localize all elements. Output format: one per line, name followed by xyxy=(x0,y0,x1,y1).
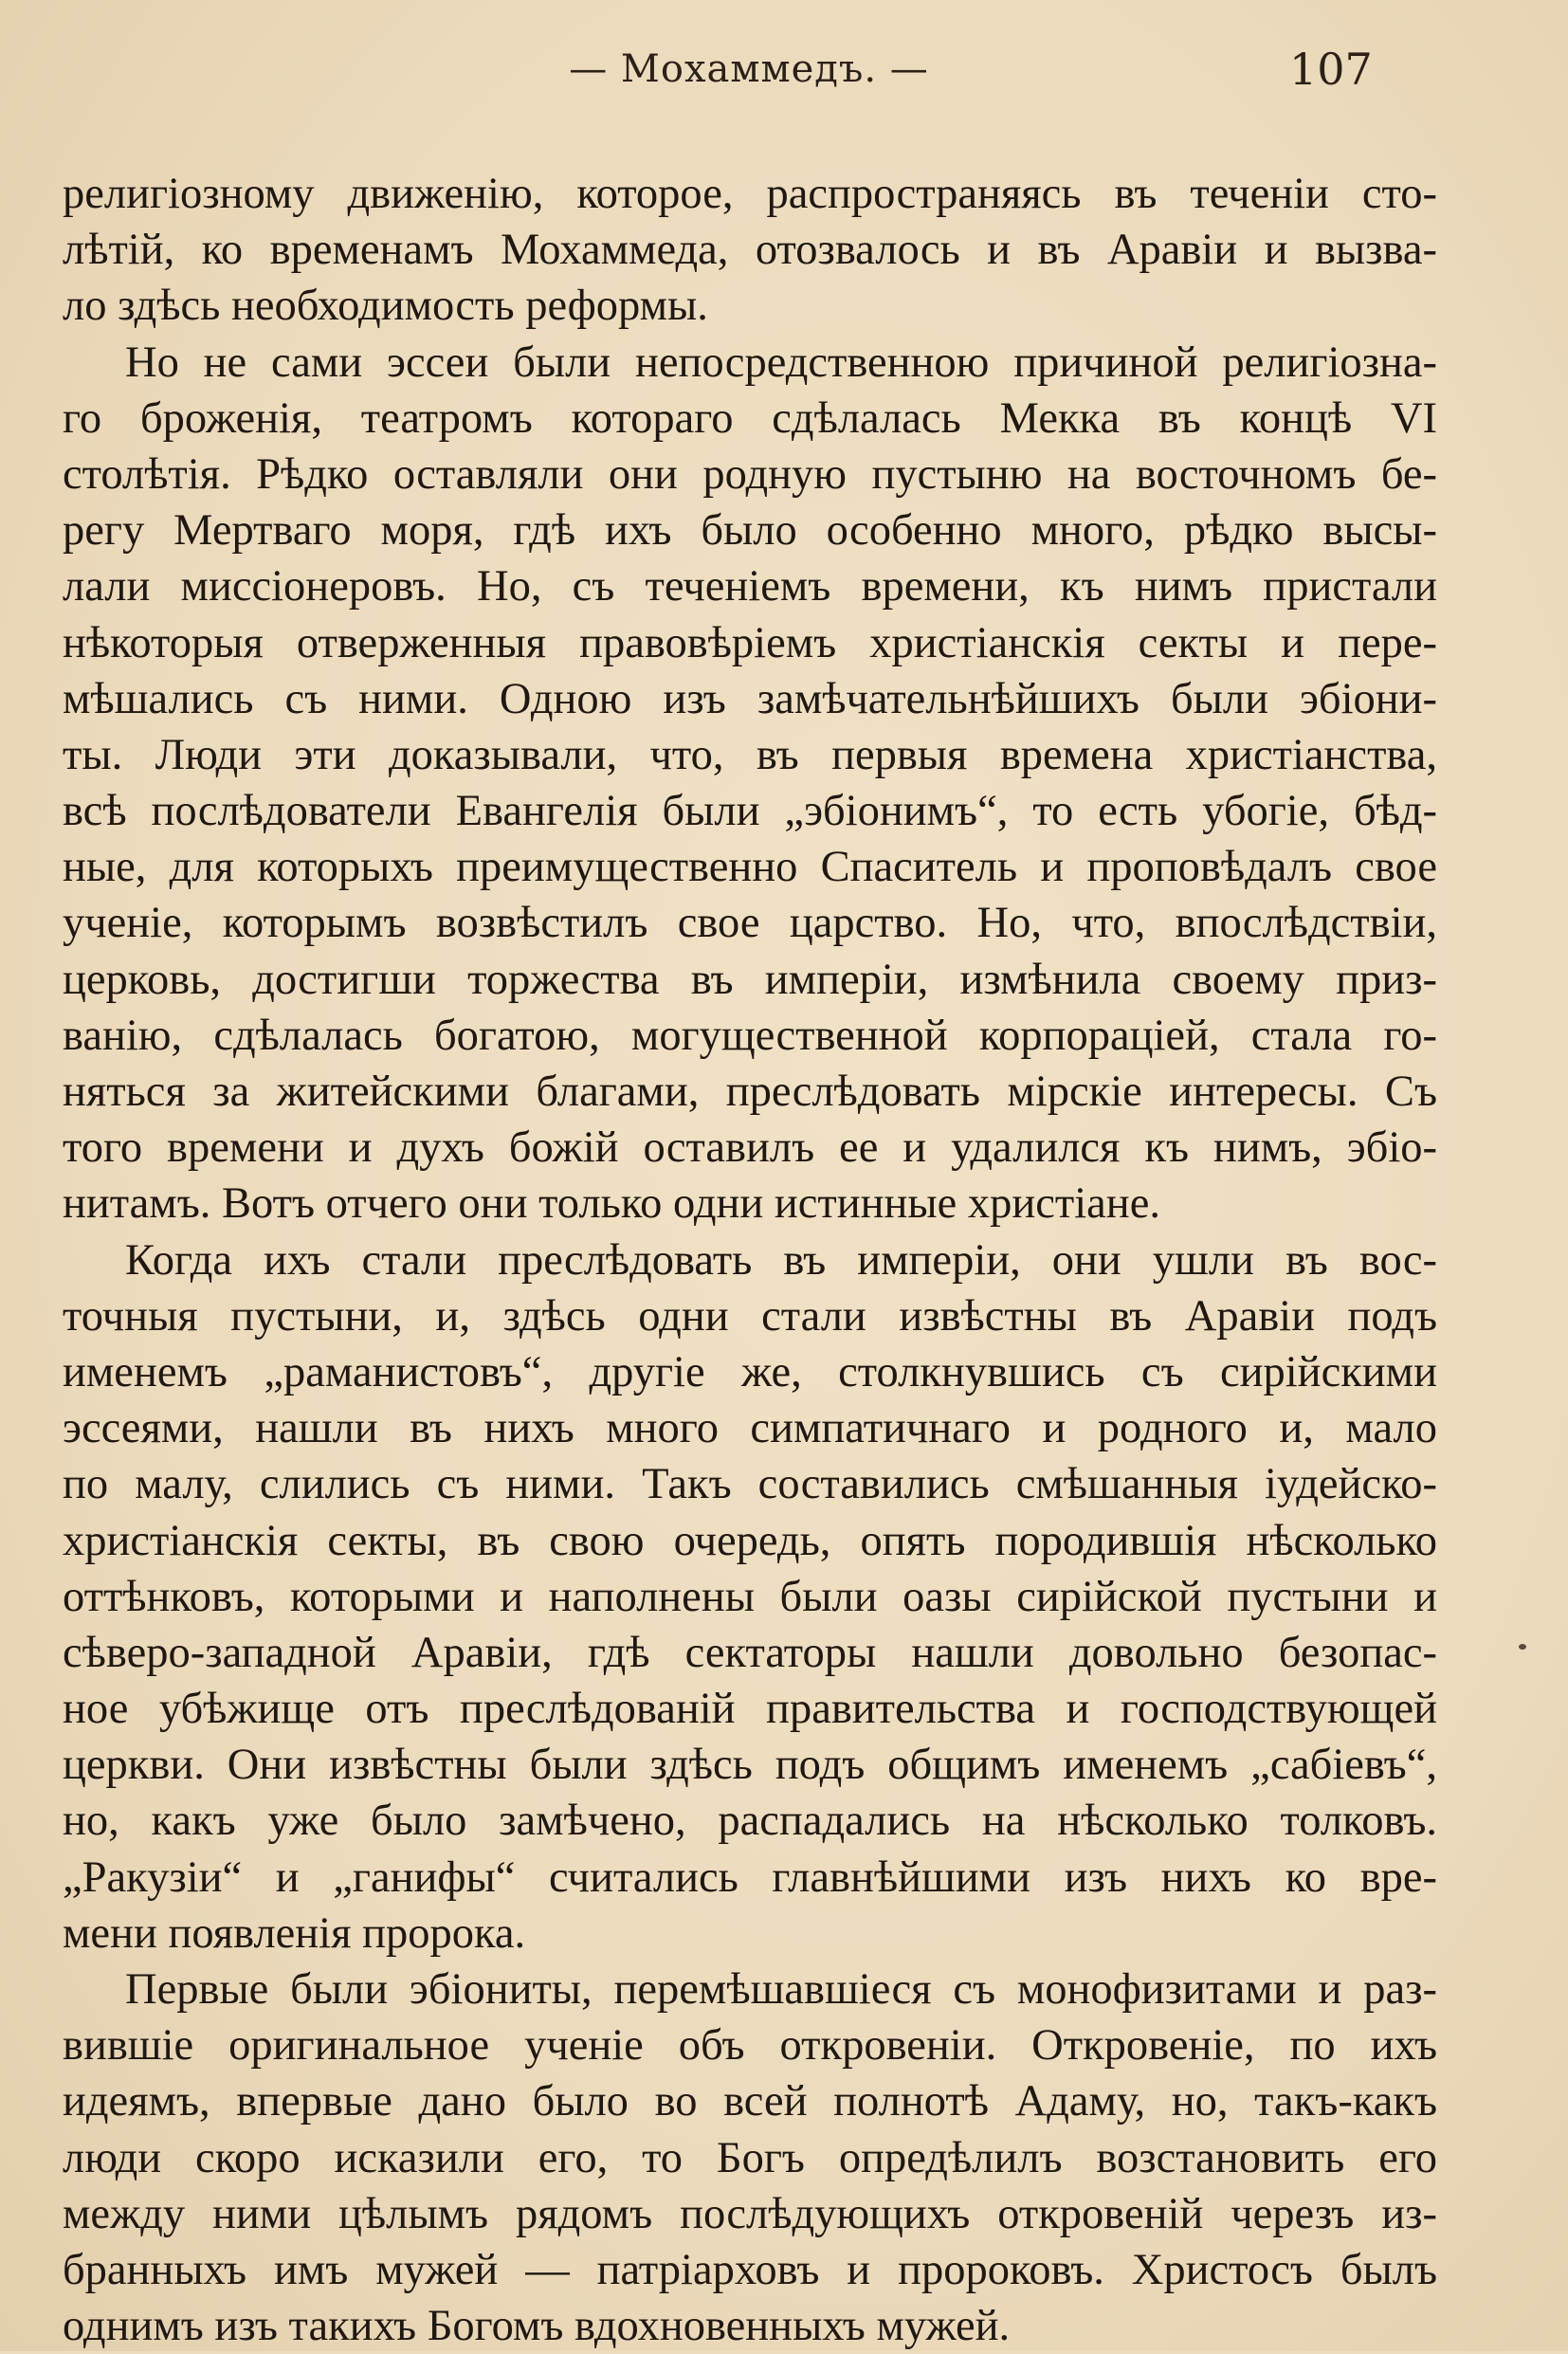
text-line: лали миссіонеровъ. Но, съ теченіемъ времени, къ нимъ пристали xyxy=(63,562,1437,611)
text-line: оттѣнковъ, которыми и наполнены были оазы сирійской пустыни и xyxy=(63,1572,1437,1621)
text-line: эссеями, нашли въ нихъ много симпатичнаго и родного и, мало xyxy=(63,1404,1437,1453)
text-line: нѣкоторыя отверженныя правовѣріемъ христіанскія секты и пере- xyxy=(63,618,1437,667)
text-line: Но не сами эссеи были непосредственною причиной религіозна- xyxy=(125,338,1437,387)
text-line: нитамъ. Вотъ отчего они только одни истинные христіане. xyxy=(63,1179,1160,1229)
text-line: мѣшались съ ними. Одною изъ замѣчательнѣйшихъ были эбіони- xyxy=(63,674,1437,723)
text-line: вившіе оригинальное ученіе объ откровеніи. Откровеніе, по ихъ xyxy=(63,2021,1437,2071)
text-line: того времени и духъ божій оставилъ ее и удалился къ нимъ, эбіо- xyxy=(63,1123,1437,1173)
text-line: сѣверо-западной Аравіи, гдѣ сектаторы нашли довольно безопас- xyxy=(63,1628,1437,1677)
text-line: ты. Люди эти доказывали, что, въ первыя времена христіанства, xyxy=(63,730,1437,779)
text-line: идеямъ, впервые дано было во всей полнотѣ Адаму, но, такъ-какъ xyxy=(63,2077,1437,2126)
text-line: ные, для которыхъ преимущественно Спаситель и проповѣдалъ свое xyxy=(63,843,1437,892)
text-line: „Ракузіи“ и „ганифы“ считались главнѣйшими изъ нихъ ко вре- xyxy=(63,1852,1437,1902)
text-line: люди скоро исказили его, то Богъ опредѣлилъ возстановить его xyxy=(63,2133,1437,2182)
body-text xyxy=(63,166,1437,2354)
text-line: мени появленія пророка. xyxy=(63,1908,526,1958)
text-line: го броженія, театромъ котораго сдѣлалась Мекка въ концѣ VI xyxy=(63,393,1437,443)
text-line: Первые были эбіониты, перемѣшавшіеся съ монофизитами и раз- xyxy=(125,1965,1437,2014)
text-line: церкви. Они извѣстны были здѣсь подъ общимъ именемъ „сабіевъ“, xyxy=(63,1741,1437,1790)
text-line: между ними цѣлымъ рядомъ послѣдующихъ откровеній черезъ из- xyxy=(63,2189,1437,2238)
ink-speck xyxy=(1519,1644,1526,1650)
text-line: ное убѣжище отъ преслѣдованій правительства и господствующей xyxy=(63,1685,1437,1734)
text-line: столѣтія. Рѣдко оставляли они родную пустыню на восточномъ бе- xyxy=(63,449,1437,499)
text-line: лѣтій, ко временамъ Мохаммеда, отозвалось и въ Аравіи и вызва- xyxy=(63,226,1437,275)
text-line: Когда ихъ стали преслѣдовать въ имперіи, они ушли въ вос- xyxy=(125,1235,1437,1285)
text-line: бранныхъ имъ мужей — патріарховъ и пророковъ. Христосъ былъ xyxy=(63,2245,1437,2294)
text-line: всѣ послѣдователи Евангелія были „эбіонимъ“, то есть убогіе, бѣд- xyxy=(63,787,1437,836)
text-line: по малу, слились съ ними. Такъ составились смѣшанныя іудейско- xyxy=(63,1460,1437,1509)
text-line: ло здѣсь необходимость реформы. xyxy=(63,282,708,331)
text-line: регу Мертваго моря, гдѣ ихъ было особенно много, рѣдко высы- xyxy=(63,506,1437,556)
running-title: — Мохаммедъ. — xyxy=(569,47,929,91)
page-number: 107 xyxy=(1289,44,1373,95)
text-line: однимъ изъ такихъ Богомъ вдохновенныхъ мужей. xyxy=(63,2302,1011,2351)
text-line: христіанскія секты, въ свою очередь, опять породившія нѣсколько xyxy=(63,1516,1437,1565)
text-line: няться за житейскими благами, преслѣдовать мірскіе интересы. Съ xyxy=(63,1068,1437,1116)
text-line: ванію, сдѣлалась богатою, могущественной корпораціей, стала го- xyxy=(63,1011,1437,1060)
text-line: точныя пустыни, и, здѣсь одни стали извѣстны въ Аравіи подъ xyxy=(63,1291,1437,1341)
text-line: именемъ „раманистовъ“, другіе же, столкнувшись съ сирійскими xyxy=(63,1347,1437,1396)
text-line: религіозному движенію, которое, распространяясь въ теченіи сто- xyxy=(63,170,1437,218)
text-line: ученіе, которымъ возвѣстилъ свое царство. Но, что, впослѣдствіи, xyxy=(63,899,1437,948)
text-line: церковь, достигши торжества въ имперіи, измѣнила своему приз- xyxy=(63,955,1437,1004)
text-line: но, какъ уже было замѣчено, распадались на нѣсколько толковъ. xyxy=(63,1797,1437,1846)
